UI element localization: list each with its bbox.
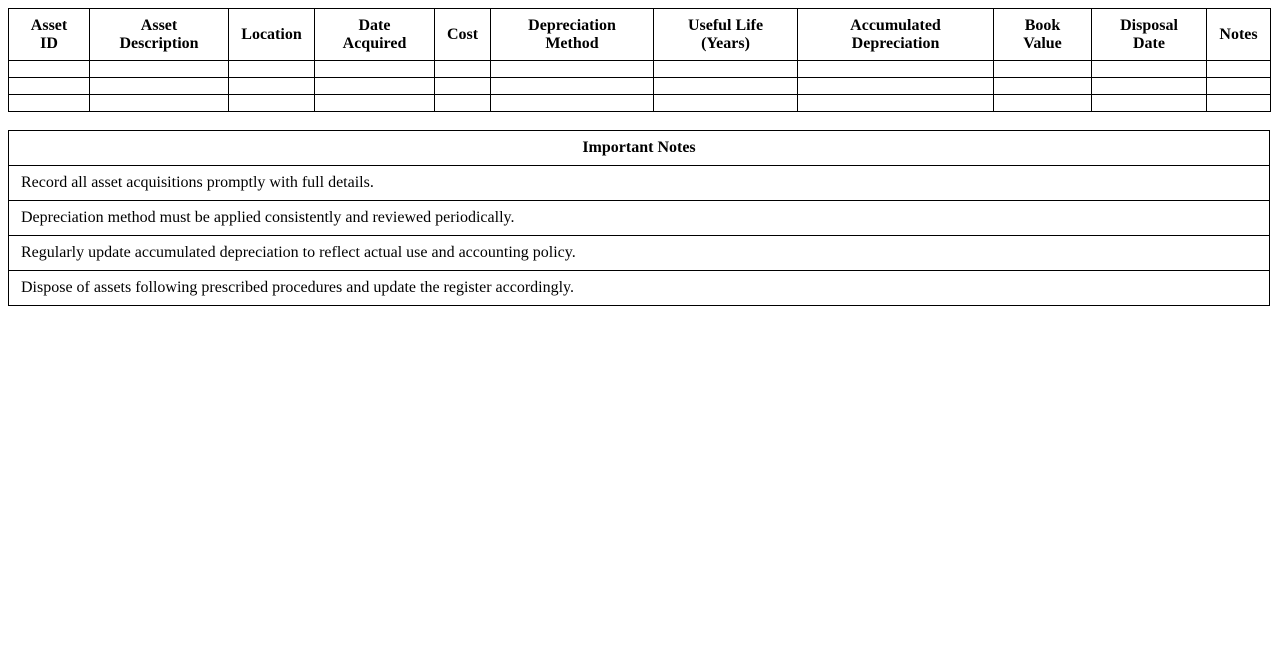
col-header-line: (Years) (701, 34, 750, 52)
col-header-asset-id (9, 9, 90, 61)
col-header-date-acquired (315, 9, 435, 61)
table-row (9, 95, 1271, 112)
table-cell[interactable] (798, 78, 994, 95)
note-row (9, 271, 1270, 306)
col-header-line: Description (119, 34, 199, 52)
col-header-book-value (994, 9, 1092, 61)
table-cell[interactable] (435, 95, 491, 112)
col-header-line: Cost (446, 25, 479, 43)
col-header-notes (1207, 9, 1271, 61)
col-header-line: Method (545, 34, 599, 52)
table-cell[interactable] (491, 78, 654, 95)
table-cell[interactable] (9, 95, 90, 112)
col-header-disposal-date (1092, 9, 1207, 61)
table-cell[interactable] (491, 95, 654, 112)
table-cell[interactable] (491, 61, 654, 78)
note-item: Regularly update accumulated depreciation to reflect actual use and accounting policy. (9, 236, 1270, 271)
col-header-line: Asset (30, 16, 68, 34)
asset-register-table (8, 8, 1271, 112)
page (0, 0, 1278, 306)
note-item: Dispose of assets following prescribed procedures and update the register accordingly. (9, 271, 1270, 306)
notes-title: Important Notes (9, 131, 1270, 166)
col-header-asset-description (90, 9, 229, 61)
table-cell[interactable] (435, 61, 491, 78)
col-header-location (229, 9, 315, 61)
table-cell[interactable] (1207, 78, 1271, 95)
col-header-line: Date (358, 16, 391, 34)
table-cell[interactable] (315, 95, 435, 112)
table-cell[interactable] (798, 61, 994, 78)
col-header-line: Date (1133, 34, 1165, 52)
note-row (9, 166, 1270, 201)
col-header-line: Depreciation (528, 16, 616, 34)
table-cell[interactable] (994, 61, 1092, 78)
col-header-cost (435, 9, 491, 61)
header-row (9, 9, 1271, 61)
col-header-line: Asset (140, 16, 178, 34)
table-cell[interactable] (229, 78, 315, 95)
table-cell[interactable] (1207, 95, 1271, 112)
col-header-line: ID (40, 34, 58, 52)
col-header-line: Acquired (342, 34, 407, 52)
col-header-line: Location (241, 25, 302, 43)
table-cell[interactable] (994, 78, 1092, 95)
col-header-accumulated-depreciation (798, 9, 994, 61)
col-header-line: Accumulated (850, 16, 941, 34)
table-cell[interactable] (1092, 78, 1207, 95)
table-row (9, 78, 1271, 95)
table-cell[interactable] (9, 78, 90, 95)
table-cell[interactable] (1207, 61, 1271, 78)
note-row (9, 201, 1270, 236)
col-header-line: Notes (1219, 25, 1258, 43)
note-item: Depreciation method must be applied consistently and reviewed periodically. (9, 201, 1270, 236)
col-header-line: Useful Life (687, 16, 764, 34)
col-header-line: Book (1024, 16, 1061, 34)
col-header-line: Depreciation (851, 34, 940, 52)
table-cell[interactable] (654, 61, 798, 78)
table-cell[interactable] (994, 95, 1092, 112)
note-item: Record all asset acquisitions promptly with full details. (9, 166, 1270, 201)
col-header-useful-life (654, 9, 798, 61)
notes-header-row (9, 131, 1270, 166)
table-cell[interactable] (654, 95, 798, 112)
note-row (9, 236, 1270, 271)
table-cell[interactable] (1092, 95, 1207, 112)
table-cell[interactable] (9, 61, 90, 78)
col-header-line: Disposal (1120, 16, 1178, 34)
table-cell[interactable] (798, 95, 994, 112)
important-notes-table (8, 130, 1270, 306)
table-cell[interactable] (1092, 61, 1207, 78)
table-cell[interactable] (315, 61, 435, 78)
table-cell[interactable] (229, 95, 315, 112)
table-cell[interactable] (435, 78, 491, 95)
table-row (9, 61, 1271, 78)
table-cell[interactable] (90, 78, 229, 95)
col-header-depreciation-method (491, 9, 654, 61)
table-cell[interactable] (229, 61, 315, 78)
table-cell[interactable] (90, 95, 229, 112)
col-header-line: Value (1023, 34, 1062, 52)
table-cell[interactable] (90, 61, 229, 78)
table-cell[interactable] (315, 78, 435, 95)
table-cell[interactable] (654, 78, 798, 95)
